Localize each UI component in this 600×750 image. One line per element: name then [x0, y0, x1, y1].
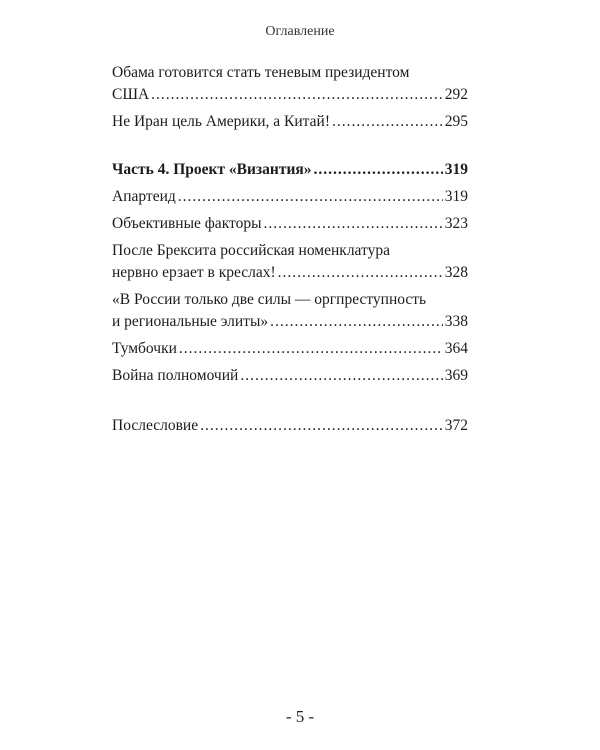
toc-page-number: 338 — [444, 313, 468, 330]
toc-entry-title-line: Тумбочки — [112, 340, 177, 357]
toc-entry-title-line: Не Иран цель Америки, а Китай! — [112, 113, 330, 130]
dot-leader — [200, 415, 443, 437]
toc-page-number: 323 — [444, 215, 468, 232]
toc-page-number: 319 — [444, 161, 468, 178]
dot-leader — [178, 186, 443, 208]
page-number: - 5 - — [285, 707, 315, 726]
dot-leader — [179, 338, 443, 360]
toc-entry-title-line: «В России только две силы — оргпреступность — [112, 291, 427, 308]
toc-entry-title-line: Апартеид — [112, 188, 176, 205]
dot-leader — [314, 159, 443, 181]
toc-entry-brexit[interactable] — [112, 240, 468, 284]
dot-leader — [151, 84, 443, 106]
toc-page-number: 369 — [444, 367, 468, 384]
table-of-contents — [112, 62, 468, 442]
dot-leader — [332, 111, 443, 133]
toc-entry-tumbochki[interactable] — [112, 338, 468, 360]
running-header: Оглавление — [265, 24, 335, 39]
dot-leader — [270, 311, 443, 333]
toc-entry-title-line: Война полномочий — [112, 367, 239, 384]
dot-leader — [278, 262, 443, 284]
toc-entry-title-line: Послесловие — [112, 417, 199, 434]
toc-entry-two-forces[interactable] — [112, 289, 468, 333]
toc-entry-factors[interactable] — [112, 213, 468, 235]
dot-leader — [240, 365, 442, 387]
toc-entry-war-of-powers[interactable] — [112, 365, 468, 387]
toc-entry-obama[interactable] — [112, 62, 468, 106]
toc-page-number: 364 — [444, 340, 468, 357]
toc-entry-title-line: Объективные факторы — [112, 215, 262, 232]
toc-entry-title-line: Обама готовится стать теневым президентом — [112, 64, 410, 81]
toc-entry-apartheid[interactable] — [112, 186, 468, 208]
toc-entry-title-line: и региональные элиты» — [112, 313, 269, 330]
toc-page-number: 328 — [444, 264, 468, 281]
toc-entry-part-4[interactable] — [112, 159, 468, 181]
toc-entry-title-line: США — [112, 86, 150, 103]
toc-entry-title-line: нервно ерзает в креслах! — [112, 264, 276, 281]
toc-entry-title-line: После Брексита российская номенклатура — [112, 242, 390, 259]
dot-leader — [264, 213, 443, 235]
toc-entry-afterword[interactable] — [112, 415, 468, 437]
toc-page-number: 319 — [444, 188, 468, 205]
toc-entry-iran[interactable] — [112, 111, 468, 133]
toc-page-number: 372 — [444, 417, 468, 434]
toc-entry-title-line: Часть 4. Проект «Византия» — [112, 161, 312, 178]
toc-page-number: 292 — [444, 86, 468, 103]
toc-page-number: 295 — [444, 113, 468, 130]
